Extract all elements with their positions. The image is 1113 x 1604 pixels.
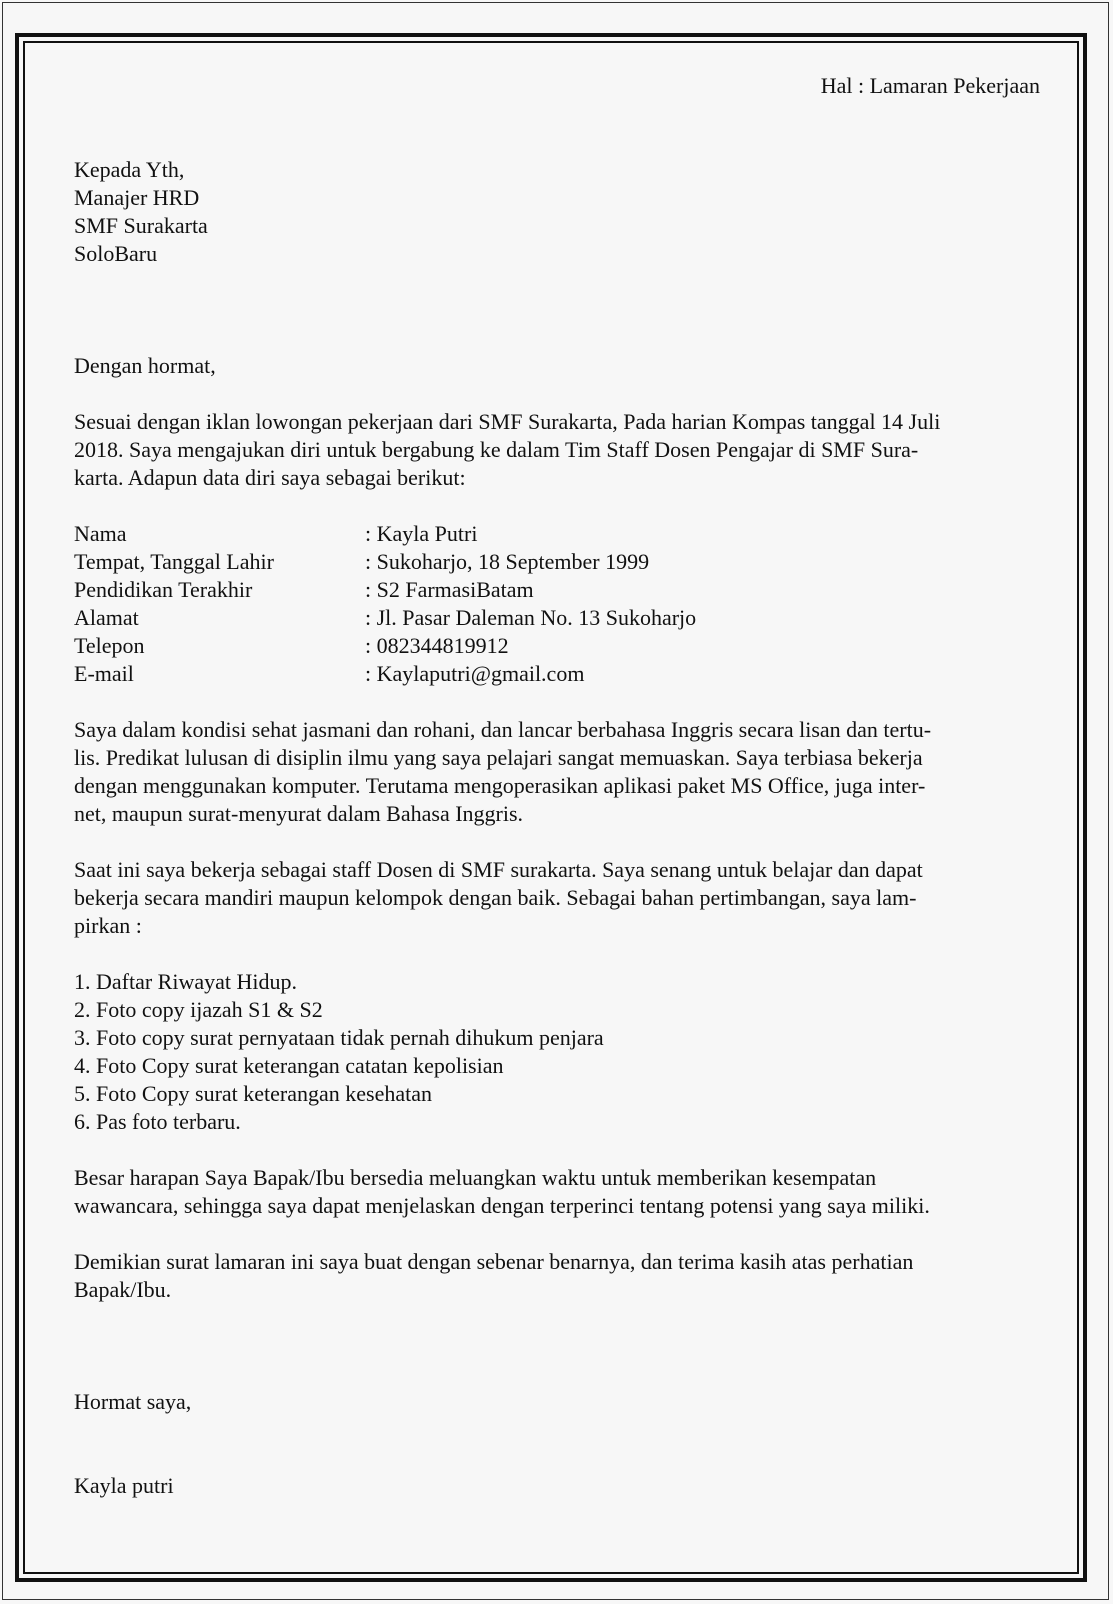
paragraph-line: lis. Predikat lulusan di disiplin ilmu yang saya pelajari sangat memuaskan. Saya terbiasa bekerja	[74, 745, 923, 770]
signature-name: Kayla putri	[74, 1473, 174, 1498]
list-item: 5. Foto Copy surat keterangan kesehatan	[74, 1081, 433, 1106]
paragraph-line: bekerja secara mandiri maupun kelompok dengan baik. Sebagai bahan pertimbangan, saya lam-	[74, 885, 917, 910]
greeting	[74, 352, 1040, 380]
recipient-line: SMF Surakarta	[74, 213, 208, 238]
signature	[74, 1472, 1040, 1500]
paragraph-line: Demikian surat lamaran ini saya buat dengan sebenar benarnya, dan terima kasih atas perhatian	[74, 1249, 914, 1274]
greeting-text: Dengan hormat,	[74, 353, 216, 378]
intro-paragraph	[74, 408, 1040, 492]
recipient-line: Kepada Yth,	[74, 157, 185, 182]
list-item: 4. Foto Copy surat keterangan catatan kepolisian	[74, 1053, 504, 1078]
recipient-address	[74, 156, 1040, 268]
paragraph-line: Bapak/Ibu.	[74, 1277, 172, 1302]
hope-paragraph	[74, 1164, 1040, 1220]
data-label: Alamat	[74, 605, 139, 630]
data-value: : Sukoharjo, 18 September 1999	[365, 549, 650, 574]
data-label: Tempat, Tanggal Lahir	[74, 549, 274, 574]
personal-data-table	[74, 520, 696, 688]
skills-paragraph	[74, 716, 1040, 828]
data-value: : Kaylaputri@gmail.com	[365, 661, 585, 686]
data-row	[74, 604, 696, 632]
regards-text: Hormat saya,	[74, 1389, 192, 1414]
data-label: Pendidikan Terakhir	[74, 577, 253, 602]
paragraph-line: karta. Adapun data diri saya sebagai berikut:	[74, 465, 466, 490]
paragraph-line: dengan menggunakan komputer. Terutama mengoperasikan aplikasi paket MS Office, juga inter-	[74, 773, 926, 798]
data-value: : 082344819912	[365, 633, 509, 658]
letter-body	[74, 72, 1040, 1500]
data-row	[74, 548, 696, 576]
closing-paragraph	[74, 1248, 1040, 1304]
paragraph-line: wawancara, sehingga saya dapat menjelaskan dengan terperinci tentang potensi yang saya miliki.	[74, 1193, 930, 1218]
list-item: 2. Foto copy ijazah S1 & S2	[74, 997, 323, 1022]
list-item: 6. Pas foto terbaru.	[74, 1109, 241, 1134]
list-item: 1. Daftar Riwayat Hidup.	[74, 969, 297, 994]
recipient-line: SoloBaru	[74, 241, 158, 266]
recipient-line: Manajer HRD	[74, 185, 200, 210]
data-row	[74, 576, 696, 604]
paragraph-line: Sesuai dengan iklan lowongan pekerjaan dari SMF Surakarta, Pada harian Kompas tanggal 14 Juli	[74, 409, 941, 434]
paragraph-line: Saat ini saya bekerja sebagai staff Dosen di SMF surakarta. Saya senang untuk belajar dan dapat	[74, 857, 923, 882]
letter-subject: Hal : Lamaran Pekerjaan	[820, 73, 1040, 98]
data-label: Telepon	[74, 633, 145, 658]
paragraph-line: pirkan :	[74, 913, 142, 938]
data-value: : Kayla Putri	[365, 521, 478, 546]
data-row	[74, 520, 696, 548]
attachments-list	[74, 968, 1040, 1136]
paragraph-line: Besar harapan Saya Bapak/Ibu bersedia meluangkan waktu untuk memberikan kesempatan	[74, 1165, 877, 1190]
data-row	[74, 632, 696, 660]
data-label: Nama	[74, 521, 127, 546]
paragraph-line: net, maupun surat-menyurat dalam Bahasa Inggris.	[74, 801, 524, 826]
current-work-paragraph	[74, 856, 1040, 940]
data-value: : S2 FarmasiBatam	[365, 577, 534, 602]
paragraph-line: 2018. Saya mengajukan diri untuk bergabung ke dalam Tim Staff Dosen Pengajar di SMF Sura-	[74, 437, 919, 462]
regards	[74, 1388, 1040, 1416]
data-row	[74, 660, 696, 688]
list-item: 3. Foto copy surat pernyataan tidak pernah dihukum penjara	[74, 1025, 604, 1050]
data-value: : Jl. Pasar Daleman No. 13 Sukoharjo	[365, 605, 697, 630]
paragraph-line: Saya dalam kondisi sehat jasmani dan rohani, dan lancar berbahasa Inggris secara lisan dan tertu-	[74, 717, 932, 742]
data-label: E-mail	[74, 661, 134, 686]
